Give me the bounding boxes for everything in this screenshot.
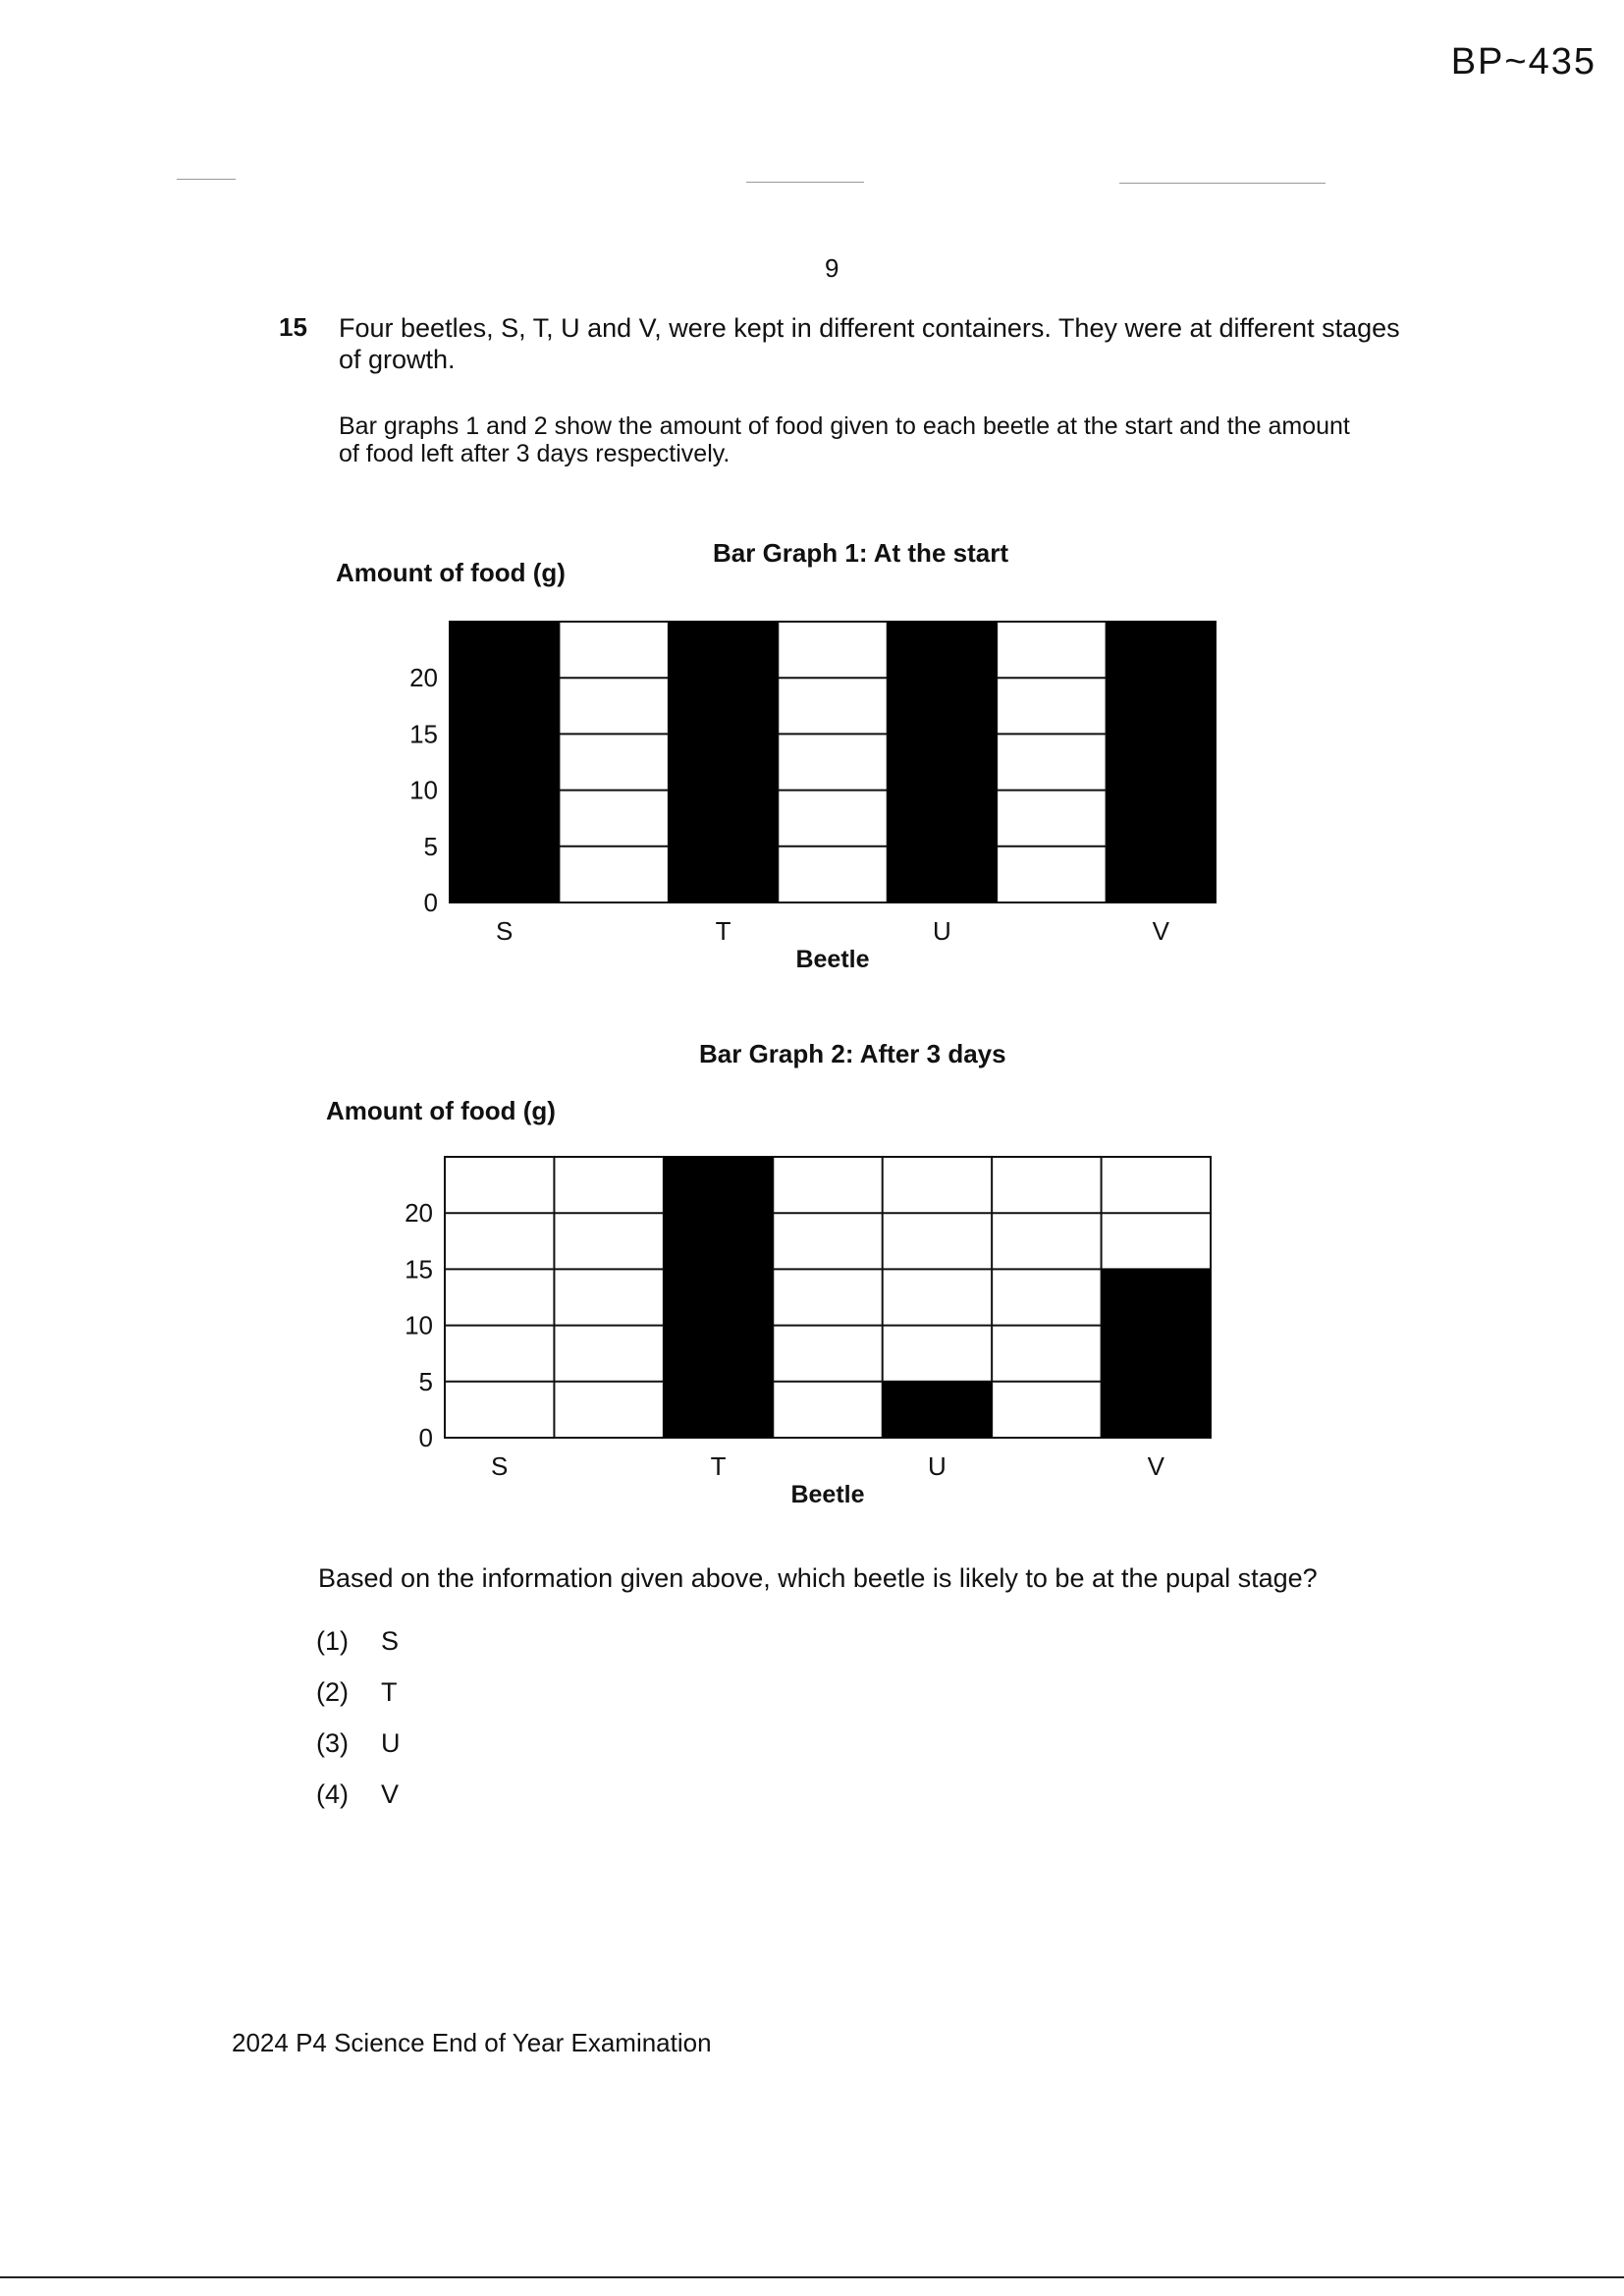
y-tick-label: 0 bbox=[423, 888, 438, 917]
option-label: T bbox=[381, 1677, 398, 1707]
x-category-label: V bbox=[1152, 916, 1169, 946]
graph2-title: Bar Graph 2: After 3 days bbox=[699, 1039, 1006, 1068]
y-tick-label: 5 bbox=[423, 831, 438, 861]
plot-frame bbox=[450, 622, 1216, 902]
graph2-y-axis-label: Amount of food (g) bbox=[326, 1096, 556, 1125]
scan-mark bbox=[177, 179, 236, 180]
x-category-label: U bbox=[928, 1451, 947, 1481]
option-number: (2) bbox=[316, 1677, 349, 1707]
y-tick-label: 20 bbox=[405, 1198, 433, 1229]
bottom-rule bbox=[0, 2276, 1624, 2278]
bar-t bbox=[669, 622, 778, 902]
question-prompt: Based on the information given above, which beetle is likely to be at the pupal stage? bbox=[318, 1563, 1318, 1593]
x-category-label: S bbox=[496, 916, 514, 946]
question-text: Four beetles, S, T, U and V, were kept in different containers. They were at different stages of growth. bbox=[339, 313, 1400, 374]
option-number: (4) bbox=[316, 1779, 349, 1809]
y-tick-label: 10 bbox=[409, 775, 438, 805]
option-number: (1) bbox=[316, 1626, 349, 1656]
bar-u bbox=[888, 622, 997, 902]
y-tick-label: 0 bbox=[418, 1423, 433, 1452]
graph1-title: Bar Graph 1: At the start bbox=[713, 538, 1008, 568]
bar-v bbox=[1102, 1269, 1211, 1438]
bar-s bbox=[450, 622, 559, 902]
footer-text: 2024 P4 Science End of Year Examination bbox=[232, 2028, 712, 2057]
y-tick-label: 5 bbox=[418, 1366, 433, 1396]
bar-u bbox=[883, 1382, 992, 1438]
x-category-label: T bbox=[715, 916, 731, 946]
y-tick-label: 20 bbox=[409, 663, 438, 693]
x-category-label: V bbox=[1147, 1451, 1164, 1481]
answer-options bbox=[316, 1626, 401, 1831]
option-label: S bbox=[381, 1626, 400, 1656]
x-axis-label: Beetle bbox=[795, 946, 870, 973]
scan-mark bbox=[1119, 183, 1326, 184]
option-label: U bbox=[381, 1728, 401, 1758]
option-2[interactable] bbox=[316, 1677, 401, 1728]
graph1-y-axis-label: Amount of food (g) bbox=[336, 558, 566, 587]
page-number: 9 bbox=[825, 253, 839, 283]
x-category-label: S bbox=[491, 1451, 509, 1481]
question-number: 15 bbox=[279, 312, 307, 342]
y-tick-label: 15 bbox=[405, 1254, 433, 1285]
option-1[interactable] bbox=[316, 1626, 401, 1677]
plot-frame bbox=[445, 1157, 1211, 1438]
x-category-label: U bbox=[933, 916, 951, 946]
bar-graph-2 bbox=[378, 1139, 1262, 1517]
bar-v bbox=[1107, 622, 1216, 902]
option-number: (3) bbox=[316, 1728, 349, 1758]
option-3[interactable] bbox=[316, 1728, 401, 1779]
scan-mark bbox=[746, 182, 864, 183]
x-axis-label: Beetle bbox=[790, 1481, 865, 1508]
y-tick-label: 15 bbox=[409, 719, 438, 749]
y-tick-label: 10 bbox=[405, 1310, 433, 1340]
question-intro: Bar graphs 1 and 2 show the amount of food given to each beetle at the start and the amount of food left after 3 days respectively. bbox=[339, 412, 1350, 467]
option-label: V bbox=[381, 1779, 400, 1809]
x-category-label: T bbox=[710, 1451, 727, 1481]
bar-t bbox=[664, 1157, 773, 1438]
document-code: BP~435 bbox=[1450, 41, 1597, 82]
bar-graph-1 bbox=[383, 604, 1267, 977]
option-4[interactable] bbox=[316, 1779, 401, 1831]
